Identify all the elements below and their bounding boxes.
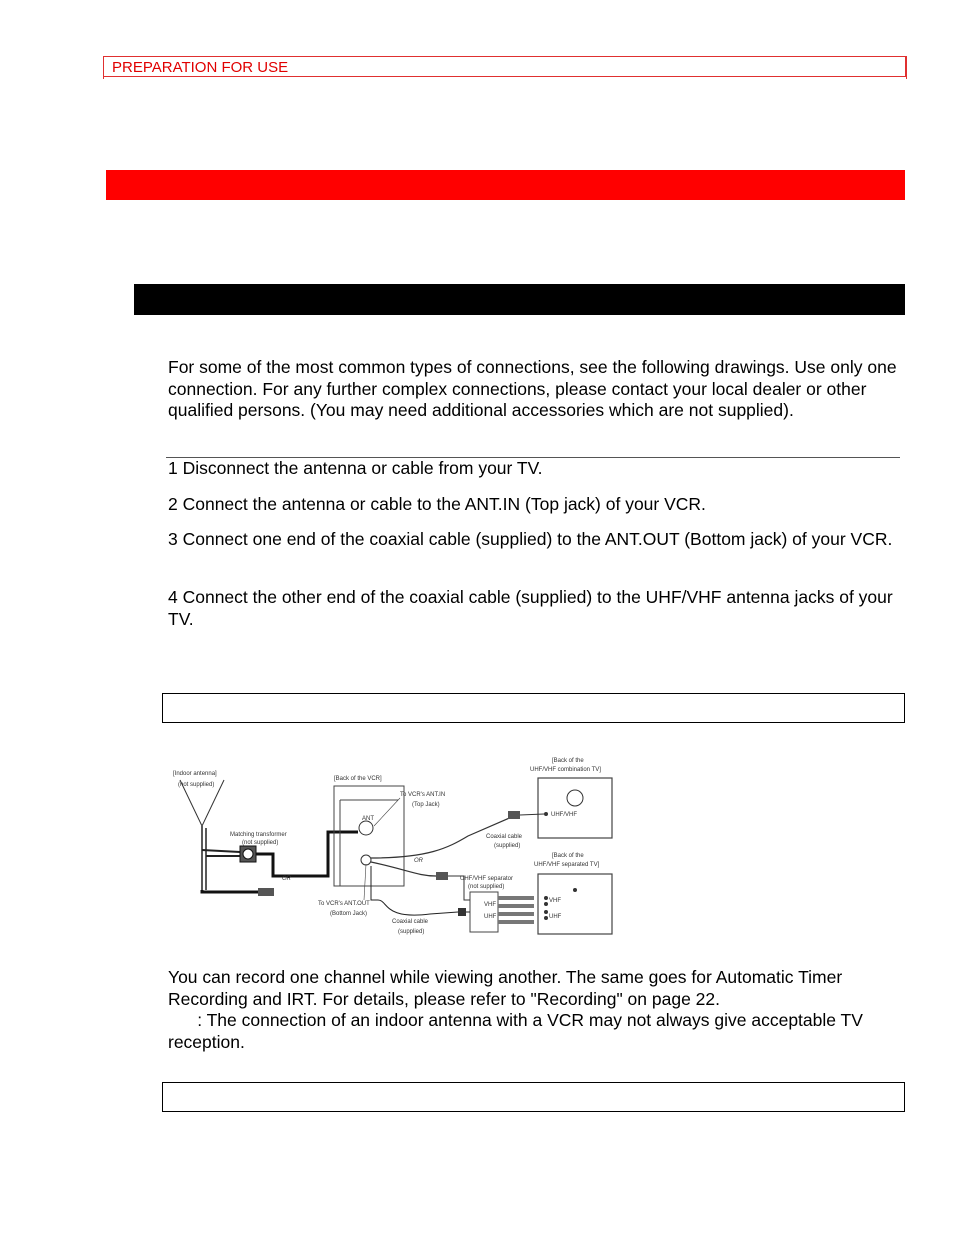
note-paragraph-2: : The connection of an indoor antenna with a VCR may not always give acceptable TV reception. [168, 1010, 868, 1052]
label-vhf-in: VHF [484, 902, 496, 908]
label-coax-bottom-supplied: (supplied) [398, 929, 425, 935]
separated-tv-back [538, 874, 612, 934]
label-vhf-tv: VHF [549, 898, 561, 904]
label-uhf-in: UHF [484, 914, 497, 920]
label-coaxial-cable: Coaxial cable [486, 834, 523, 840]
label-back-combo-2: UHF/VHF combination TV] [530, 767, 601, 773]
section-title: PREPARATION FOR USE [112, 59, 289, 76]
label-matching-transformer: Matching transformer [230, 832, 287, 838]
label-uhf-tv: UHF [549, 914, 562, 920]
label-ant: ANT [362, 816, 374, 822]
label-back-combo-1: [Back of the [552, 758, 584, 764]
step-4: 4 Connect the other end of the coaxial cable (supplied) to the UHF/VHF antenna jacks of your TV. [168, 587, 893, 629]
intro-paragraph: For some of the most common types of connections, see the following drawings. Use only one connection. For any further complex connections, please contact your local dealer or other qualified persons. (You may need additional accessories which are not supplied). [168, 357, 897, 420]
label-indoor-antenna: [Indoor antenna] [173, 771, 217, 777]
label-sep-not-supplied: (not supplied) [468, 884, 505, 890]
label-uhf-vhf: UHF/VHF [551, 812, 577, 818]
black-subtitle-bar [134, 284, 905, 315]
label-top-jack: (Top Jack) [412, 802, 440, 808]
step-3: 3 Connect one end of the coaxial cable (supplied) to the ANT.OUT (Bottom jack) of your VCR. [168, 529, 893, 549]
label-or-1: OR [282, 876, 291, 882]
red-title-bar [106, 170, 905, 200]
section-header [103, 56, 906, 77]
note-paragraph-1: You can record one channel while viewing another. The same goes for Automatic Timer Recording and IRT. For details, please refer to "Recording" on page 22. [168, 967, 843, 1009]
label-to-ant-in: To VCR's ANT.IN [400, 792, 446, 798]
label-separator: UHF/VHF separator [460, 876, 514, 882]
step-1: 1 Disconnect the antenna or cable from your TV. [168, 458, 543, 478]
vcr-back-panel [334, 786, 404, 886]
indoor-antenna-icon [180, 780, 224, 890]
step-2: 2 Connect the antenna or cable to the ANT.IN (Top jack) of your VCR. [168, 494, 706, 514]
combination-tv-back [538, 778, 612, 838]
label-back-sep-2: UHF/VHF separated TV] [534, 862, 600, 868]
label-mt-not-supplied: (not supplied) [242, 840, 279, 846]
label-bottom-jack: (Bottom Jack) [330, 911, 368, 917]
label-back-vcr: [Back of the VCR] [334, 776, 382, 782]
uhf-vhf-separator-icon [470, 892, 534, 932]
section-box-2 [162, 1082, 905, 1112]
label-not-supplied: (not supplied) [178, 782, 215, 788]
label-to-ant-out: To VCR's ANT.OUT [318, 901, 370, 907]
connection-diagram [168, 750, 620, 940]
label-back-sep-1: [Back of the [552, 853, 584, 859]
label-supplied: (supplied) [494, 843, 521, 849]
header-tick-right [906, 56, 907, 79]
matching-transformer-icon [202, 846, 256, 862]
label-coax-bottom: Coaxial cable [392, 919, 429, 925]
header-tick-left [103, 56, 104, 79]
label-or-2: OR [414, 858, 423, 864]
section-box-1 [162, 693, 905, 723]
